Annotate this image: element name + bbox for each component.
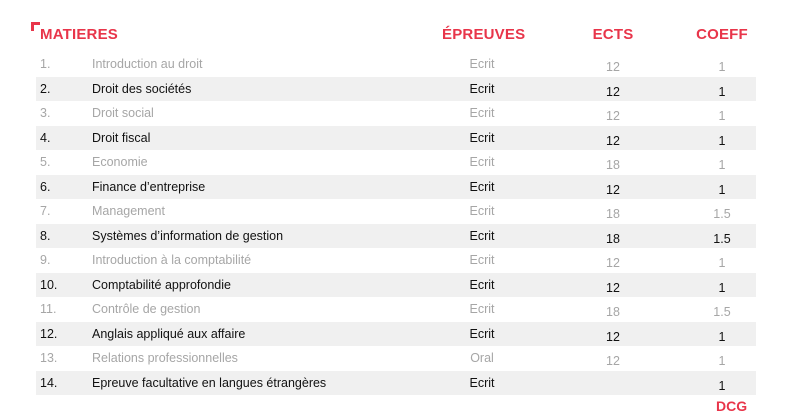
row-matiere: Comptabilité approfondie	[92, 277, 231, 292]
table-row	[36, 346, 756, 371]
row-epreuve: Ecrit	[469, 106, 495, 120]
row-epreuve: Ecrit	[469, 375, 495, 390]
table-row	[36, 52, 756, 77]
row-ects: 12	[606, 133, 620, 148]
row-ects: 18	[606, 207, 620, 221]
row-number: 4.	[40, 130, 51, 145]
row-ects: 18	[606, 158, 620, 172]
row-coeff: 1	[718, 354, 726, 368]
row-number: 8.	[40, 228, 51, 243]
row-matiere: Droit fiscal	[92, 130, 151, 145]
row-coeff: 1	[718, 60, 726, 74]
row-number: 14.	[40, 375, 58, 390]
table-row	[36, 101, 756, 126]
row-coeff: 1	[718, 109, 726, 123]
row-coeff: 1	[718, 158, 726, 172]
row-matiere: Droit des sociétés	[92, 81, 192, 96]
row-ects: 18	[606, 305, 620, 319]
row-ects: 12	[606, 329, 620, 344]
row-coeff: 1	[718, 182, 726, 197]
row-epreuve: Ecrit	[469, 253, 495, 267]
row-matiere: Systèmes d’information de gestion	[92, 228, 284, 243]
row-coeff: 1.5	[713, 305, 731, 319]
row-ects: 12	[606, 182, 620, 197]
row-matiere: Economie	[92, 155, 148, 169]
row-epreuve: Ecrit	[469, 57, 495, 71]
row-number: 13.	[40, 351, 58, 365]
table-row	[36, 273, 756, 298]
table-row	[36, 77, 756, 102]
row-coeff: 1.5	[713, 231, 731, 246]
row-epreuve: Ecrit	[469, 179, 495, 194]
row-matiere: Epreuve facultative en langues étrangères	[92, 375, 327, 390]
row-matiere: Anglais appliqué aux affaire	[92, 326, 246, 341]
row-number: 6.	[40, 179, 51, 194]
row-matiere: Introduction à la comptabilité	[92, 253, 252, 267]
row-coeff: 1	[718, 133, 726, 148]
row-number: 11.	[40, 302, 57, 316]
row-matiere: Introduction au droit	[92, 57, 203, 71]
row-matiere: Finance d’entreprise	[92, 179, 206, 194]
table-row	[36, 199, 756, 224]
table-row	[36, 322, 756, 347]
header-matieres: MATIERES	[40, 26, 118, 43]
row-epreuve: Ecrit	[469, 204, 495, 218]
row-number: 9.	[40, 253, 51, 267]
row-number: 7.	[40, 204, 51, 218]
row-epreuve: Ecrit	[469, 155, 495, 169]
row-matiere: Management	[92, 204, 165, 218]
row-number: 2.	[40, 81, 51, 96]
row-number: 10.	[40, 277, 58, 292]
row-epreuve: Ecrit	[469, 81, 495, 96]
subjects-table	[36, 52, 756, 395]
row-ects: 18	[606, 231, 620, 246]
row-matiere: Droit social	[92, 106, 154, 120]
row-coeff: 1	[718, 280, 726, 295]
row-coeff: 1	[718, 378, 726, 393]
row-coeff: 1.5	[713, 207, 731, 221]
row-epreuve: Ecrit	[469, 277, 495, 292]
footer-label: DCG	[716, 398, 748, 414]
header-epreuves: ÉPREUVES	[442, 26, 526, 43]
row-number: 5.	[40, 155, 51, 169]
row-ects: 12	[606, 354, 620, 368]
row-number: 12.	[40, 326, 58, 341]
row-matiere: Relations professionnelles	[92, 351, 238, 365]
table-row	[36, 248, 756, 273]
row-epreuve: Ecrit	[469, 228, 495, 243]
header-ects: ECTS	[592, 26, 634, 43]
row-number: 1.	[40, 57, 51, 71]
row-coeff: 1	[718, 256, 726, 270]
row-coeff: 1	[718, 84, 726, 99]
table-row	[36, 297, 756, 322]
row-epreuve: Ecrit	[469, 302, 495, 316]
row-ects: 12	[606, 84, 620, 99]
table-row	[36, 150, 756, 175]
table-row	[36, 224, 756, 249]
table-row	[36, 126, 756, 151]
row-number: 3.	[40, 106, 51, 120]
row-epreuve: Oral	[470, 351, 494, 365]
row-ects: 12	[606, 60, 620, 74]
row-ects: 12	[606, 280, 620, 295]
row-epreuve: Ecrit	[469, 326, 495, 341]
row-epreuve: Ecrit	[469, 130, 495, 145]
table-row	[36, 371, 756, 396]
table-header	[36, 26, 756, 46]
header-coeff: COEFF	[696, 26, 748, 43]
row-ects: 12	[606, 256, 620, 270]
row-matiere: Contrôle de gestion	[92, 302, 201, 316]
row-coeff: 1	[718, 329, 726, 344]
table-row	[36, 175, 756, 200]
row-ects: 12	[606, 109, 620, 123]
